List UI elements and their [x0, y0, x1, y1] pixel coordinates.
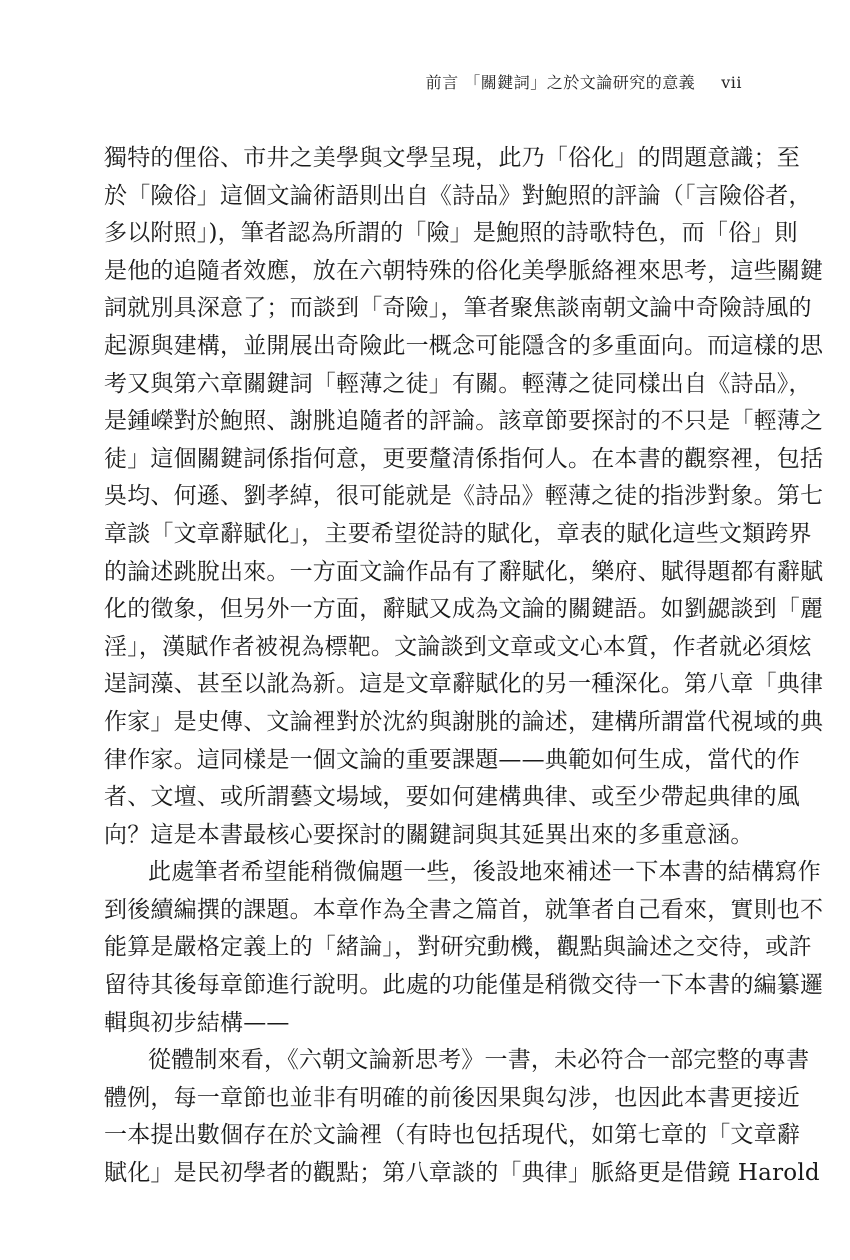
text-line: 者、文壇、或所謂藝文場域，要如何建構典律、或至少帶起典律的風: [104, 784, 800, 811]
text-line: 能算是嚴格定義上的「緒論」，對研究動機，觀點與論述之交待，或許: [104, 934, 812, 961]
text-line: 是鍾嶸對於鮑照、謝朓追隨者的評論。該章節要探討的不只是「輕薄之: [104, 408, 824, 435]
text-line: 逞詞藻、甚至以訛為新。這是文章辭賦化的另一種深化。第八章「典律: [104, 671, 824, 698]
text-line: 一本提出數個存在於文論裡（有時也包括現代，如第七章的「文章辭: [104, 1122, 800, 1149]
text-line: 徒」這個關鍵詞係指何意，更要釐清係指何人。在本書的觀察裡，包括: [104, 445, 824, 472]
text-line: 到後續編撰的課題。本章作為全書之篇首，就筆者自己看來，實則也不: [104, 896, 824, 923]
text-line: 留待其後每章節進行說明。此處的功能僅是稍微交待一下本書的編纂邏: [104, 972, 824, 999]
text-line: 考又與第六章關鍵詞「輕薄之徒」有關。輕薄之徒同樣出自《詩品》，: [104, 370, 812, 397]
text-line: 起源與建構，並開展出奇險此一概念可能隱含的多重面向。而這樣的思: [104, 332, 824, 359]
text-line: 向？這是本書最核心要探討的關鍵詞與其延異出來的多重意涵。: [104, 821, 754, 848]
text-line: 此處筆者希望能稍微偏題一些，後設地來補述一下本書的結構寫作: [148, 859, 821, 886]
running-header: [426, 70, 742, 93]
text-line: 作家」是史傳、文論裡對於沈約與謝朓的論述，建構所謂當代視域的典: [104, 708, 824, 735]
text-line: 淫」，漢賦作者被視為標靶。文論談到文章或文心本質，作者就必須炫: [104, 633, 812, 660]
page-number: vii: [721, 73, 742, 92]
text-line: 獨特的俚俗、市井之美學與文學呈現，此乃「俗化」的問題意識；至: [104, 145, 800, 171]
text-line: 多以附照」)，筆者認為所謂的「險」是鮑照的詩歌特色，而「俗」則: [104, 220, 798, 247]
text-line: 律作家。這同樣是一個文論的重要課題——典範如何生成，當代的作: [104, 746, 800, 773]
text-line: 化的徵象，但另外一方面，辭賦又成為文論的關鍵語。如劉勰談到「麗: [104, 596, 824, 623]
text-line: 體例，每一章節也並非有明確的前後因果與勾涉，也因此本書更接近: [104, 1084, 800, 1111]
text-line: 的論述跳脫出來。一方面文論作品有了辭賦化，樂府、賦得題都有辭賦: [104, 558, 824, 585]
text-line: 於「險俗」這個文論術語則出自《詩品》對鮑照的評論（「言險俗者，: [104, 182, 812, 209]
header-title: 前言 「關鍵詞」之於文論研究的意義: [425, 73, 696, 92]
text-line: 從體制來看，《六朝文論新思考》一書，未必符合一部完整的專書: [148, 1047, 810, 1074]
body-text: [104, 140, 824, 1193]
text-line: 輯與初步結構——: [104, 1009, 290, 1036]
text-line: 是他的追隨者效應，放在六朝特殊的俗化美學脈絡裡來思考，這些關鍵: [104, 257, 824, 284]
text-line: 章談「文章辭賦化」，主要希望從詩的賦化，章表的賦化這些文類跨界: [104, 520, 812, 547]
text-line: 吳均、何遜、劉孝綽，很可能就是《詩品》輕薄之徒的指涉對象。第七: [104, 483, 824, 510]
text-line: 賦化」是民初學者的觀點；第八章談的「典律」脈絡更是借鏡 Harold: [104, 1160, 820, 1187]
text-line: 詞就別具深意了；而談到「奇險」，筆者聚焦談南朝文論中奇險詩風的: [104, 295, 812, 322]
